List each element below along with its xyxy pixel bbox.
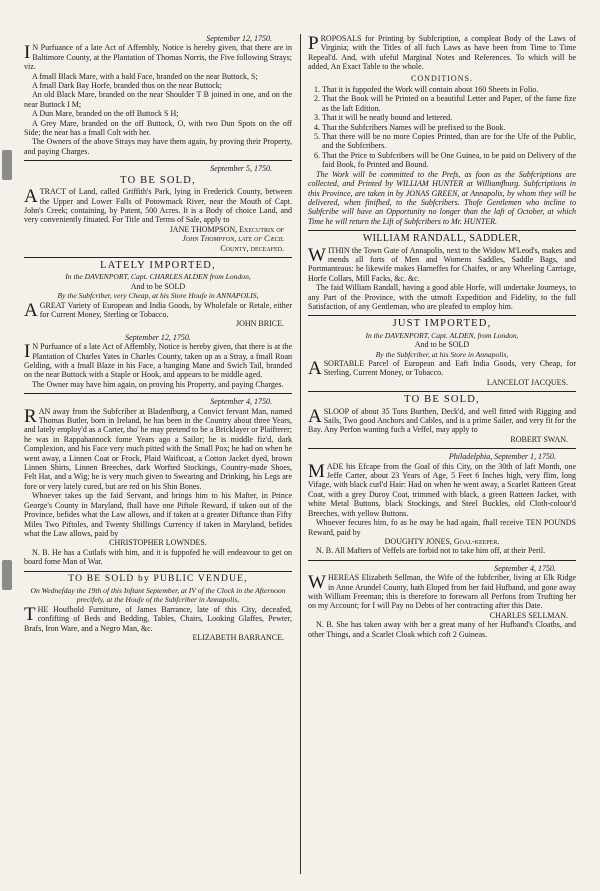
ad-subheading: By the Subfcriber, very Cheap, at his Store Houfe in ANNAPOLIS, (57, 291, 259, 301)
ad-headline: JUST IMPORTED, (392, 318, 492, 330)
ad-closing: The Owners of the above Strays may have them again, by proving their Property, and paying Charges. (24, 137, 292, 156)
ad-date: September 12, 1750. (206, 34, 272, 43)
signature: DOUGHTY JONES, Goal-keeper. (384, 536, 500, 546)
ad-subheading: In the DAVENPORT, Capt. ALDEN, from London, (365, 330, 519, 340)
drop-cap: A (308, 358, 322, 379)
stray-item: A fmall Dark Bay Horfe, branded thus on the near Buttock; (32, 81, 222, 91)
condition-item: 6. That the Price to Subfcribers will be One Guinea, to be paid on Delivery of the faid Book, fo Printed and Bound. (322, 151, 576, 170)
ad-headline: TO BE SOLD, (404, 394, 480, 406)
ad-body: SORTABLE Parcel of European and Eaft India Goods, very Cheap, for Sterling, Current Money, or Tobacco. (323, 359, 576, 378)
ad-body: HE Houfhold Furniture, of James Barrance, late of this City, deceafed, confifting of Beds and Bedding, Tables, Chairs, Looking Glaffes, Pewter, Brafs, Iron Ware, and a Negro Man, &c. (24, 604, 292, 633)
ad-charles-stray (24, 333, 292, 389)
ad-headline: WILLIAM RANDALL, SADDLER, (362, 233, 522, 245)
drop-cap: P (308, 34, 319, 54)
ad-body: ITHIN the Town Gate of Annapolis, next to the Widow M'Leod's, makes and mends all forts of Men and Womens Saddles, Saddle Bags, and Portmanteaus: he likewife makes Harneffes for Chaifes, or any Wheeling Carriage, Horfe Collars, Mill Facks, &c. &c. (308, 245, 576, 283)
ad-paragraph: Whoever fecures him, fo as he may be had again, fhall receive TEN POUNDS Reward, paid by (308, 518, 576, 537)
ad-headline: TO BE SOLD by PUBLIC VENDUE, (68, 573, 248, 584)
signature: JOHN BRICE. (235, 319, 284, 329)
ad-sloop-for-sale (308, 395, 576, 444)
column-rule (308, 448, 576, 449)
ad-body: GREAT Variety of European and India Goods, by Wholefale or Retale, either for Current Money, Sterling or Tobacco. (39, 300, 292, 319)
ad-escaped-prisoner (308, 452, 576, 555)
scan-edge-mark (2, 150, 12, 180)
column-rule (308, 560, 576, 561)
scan-edge-mark (2, 560, 12, 590)
left-column (24, 34, 292, 874)
column-rule (308, 315, 576, 316)
drop-cap: A (308, 405, 322, 427)
conditions-heading: CONDITIONS. (411, 73, 473, 83)
ad-subheading: In the DAVENPORT, Capt. CHARLES ALDEN from London, (65, 272, 251, 282)
ad-subheading: And to be SOLD (130, 281, 186, 291)
condition-item: 3. That it will be neatly bound and lettered. (322, 113, 576, 122)
ad-baltimore-strays (24, 34, 292, 156)
ad-date: Philadelphia, September 1, 1750. (448, 452, 556, 462)
nota-bene: N. B. She has taken away with her a great many of her Hufband's Cloaths, and other Things, and a Scarlet Cloak which coft 2 Guineas. (308, 620, 576, 639)
ad-date: September 4, 1750. (494, 563, 556, 573)
ad-paragraph: The faid William Randall, having a good able Horfe, will undertake Journeys, to any Part of the Province, with the utmoft Expedition and Fidelity, to the full Satisfaction, of any Gentleman, who are pleafed to employ him. (308, 283, 576, 311)
signature: ROBERT SWAN. (510, 434, 568, 444)
nota-bene: N. B. All Mafters of Veffels are forbid not to take him off, at their Peril. (316, 546, 546, 556)
drop-cap: A (24, 186, 38, 208)
stray-item: A fmall Black Mare, with a bald Face, branded on the near Buttock, S; (32, 71, 258, 81)
conditions-list (308, 85, 576, 170)
ad-virginia-laws (308, 34, 576, 226)
column-rule (308, 391, 576, 392)
ad-date: September 4, 1750. (210, 397, 272, 407)
ad-public-vendue (24, 575, 292, 643)
right-column (308, 34, 576, 874)
signature: CHRISTOPHER LOWNDES. (109, 538, 207, 548)
signature: John Thompfon, late of Cæcil (182, 234, 284, 244)
ad-body: SLOOP of about 35 Tons Burthen, Deck'd, and well fitted with Rigging and Sails, Two good Anchors and Cables, and is a prime Sailer, and very fit for the Bay. Any Perfon wanting fuch a Veffel, may apply to (308, 406, 576, 435)
ad-body: HEREAS Elizabeth Sellman, the Wife of the fubfcriber, living at Elk Ridge in Anne Arundel County, hath Eloped from her faid Hufband, and gone away with William Freeman; this is therefore to forewarn all Perfons from Trufting her on my Account; for I will Pay no Debts of her contracting after this Date. (308, 573, 576, 611)
condition-item: 1. That it is fuppofed the Work will contain about 160 Sheets in Folio. (322, 85, 576, 94)
signature: LANCELOT JACQUES. (486, 377, 568, 387)
column-rule (24, 571, 292, 572)
drop-cap: T (24, 603, 36, 625)
ad-runaway-butler (24, 397, 292, 566)
column-rule (24, 393, 292, 394)
signature: ELIZABETH BARRANCE. (192, 632, 284, 642)
ad-subheading: And to be SOLD (414, 340, 470, 350)
ad-paragraph: Whoever takes up the faid Servant, and brings him to his Mafter, in Prince George's County in Maryland, fhall have one Piftole Reward, if taken out of the Province, befides what the Law allows, and if taken at a greater Diftance than Fifty Miles Two Piftoles, and Twenty Shillings Currency if taken in Maryland, befides what the Law allows, paid by (24, 491, 292, 538)
drop-cap: I (24, 42, 31, 64)
ad-body: ROPOSALS for Printing by Subfcription, a compleat Body of the Laws of Virginia; with the Titles of all fuch Laws as have been from Time to Time Repeal'd. And, with ufeful Marginal Notes and References. To which will be added, An Exact Table to the whole. (308, 34, 576, 72)
ad-griffiths-park (24, 164, 292, 253)
ad-date: September 12, 1750. (125, 332, 191, 342)
column-rule (308, 230, 576, 231)
ad-william-randall (308, 234, 576, 311)
ad-body: ADE his Efcape from the Goal of this City, on the 30th of laft Month, one Jeffe Carter, about 23 Years of Age, 5 Feet 6 Inches high, very flim, long Vifage, with black curl'd Hair: Had on when he went away, a Scarlet Ratteen Great Coat, with a grey Duroy Coat, trimmed with black, a green Ratteen Jacket, with white Metal Buttons, black Stockings, and Steel Buckles, old Cloth-colour'd Breeches, with yellow Buttons. (308, 461, 576, 518)
ad-body: AN away from the Subfcriber at Bladenfburg, a Convict fervant Man, named Thomas Butler, born in Ireland, he has been in the Country about three Years, and lately employ'd as a Carter, tho' he may pretend to be a Bricklayer or Plaifterer; he was in Rappahannock fome Years ago a Sailor; he is middle fiz'd, dark Complexion, and his Face very much pitted with the Small Pox; he had on when he went away, a Linnen Coat or Frock, Plaid Waiftcoat, a Cotton Jacket dyed, brown Linnen Shirts, Linnen Breeches, dark Worfted Stockings, Country-made Shoes, Felt Hat, and a Wig; he is very much given to Swearing and Drinking, his Legs are fore or very lately cured, but are red on his Shin Bones. (24, 406, 292, 491)
condition-item: 5. That there will be no more Copies Printed, than are for the Ufe of the Public, and the Subfcribers. (322, 132, 576, 151)
ad-lately-imported (24, 261, 292, 329)
drop-cap: W (308, 244, 326, 266)
ad-date: September 5, 1750. (210, 164, 272, 174)
drop-cap: A (24, 299, 38, 321)
ad-subheading: By the Subfcriber, at his Store in Annapolis, (375, 349, 509, 359)
column-divider (300, 34, 301, 874)
ad-sellman-notice (308, 564, 576, 639)
signature: County, deceafed. (220, 243, 284, 253)
ad-closing: The Owner may have him again, on proving his Property, and paying Charges. (32, 379, 284, 389)
ad-body: N Purfuance of a late Act of Affembly, Notice is hereby given, that there are in Baltimore County, at the Plantation of Thomas Norris, the Five following Strays; viz. (24, 43, 292, 72)
ad-body: N Purfuance of a late Act of Affembly, Notice is hereby given, that there is at the Plantation of Charles Yates in Charles County, taken up as a Stray, a fmall Roan Gelding, with a fmall Blaze in his Face, a hanging Mane and Swich Tail, branded on the near Buttock with a Staple or Hook, and appears to be middle aged. (24, 342, 292, 380)
drop-cap: M (308, 460, 325, 482)
condition-item: 4. That the Subfcribers Names will be prefixed to the Book. (322, 123, 576, 132)
ad-headline: LATELY IMPORTED, (100, 259, 216, 271)
newspaper-page (24, 34, 580, 874)
signature: JANE THOMPSON, Executrix of (169, 224, 284, 234)
signature: CHARLES SELLMAN. (489, 610, 568, 620)
drop-cap: I (24, 341, 31, 363)
column-rule (24, 257, 292, 258)
condition-item: 2. That the Book will be Printed on a beautiful Letter and Paper, of the fame fize as the laft Edition. (322, 94, 576, 113)
drop-cap: W (308, 572, 326, 594)
stray-item: An old Black Mare, branded on the near Shoulder T B joined in one, and on the near Buttock I M; (24, 90, 292, 109)
ad-paragraph: The Work will be committed to the Prefs, as foon as the Subfcriptions are collected, and Printed by WILLIAM HUNTER at Williamfburg. Subfcriptions in this Province, are taken in by JONAS GREEN, at Annapolis, by whom they will be delivered, when finifhed, to the Subfcribers. Thofe Gentlemen who incline to Subfcribe will have an Opportunity no longer than the laft of October, at which Time he will return the Lift of Subfcribers to Mr. HUNTER. (308, 169, 576, 226)
column-rule (24, 160, 292, 161)
drop-cap: R (24, 405, 37, 427)
stray-item: A Dun Mare, branded on the off Buttock S H; (32, 109, 179, 119)
stray-item: A Grey Mare, branded on the off Buttock, O, with two Dun Spots on the off Side; the near has a fmall Colt with her. (24, 118, 292, 138)
ad-headline: TO BE SOLD, (120, 174, 196, 186)
ad-subheading: On Wednefday the 19th of this Inftant September, at IV of the Clock in the Afternoon precifely, at the Houfe of the Subfcriber in Annapolis, (30, 585, 286, 605)
nota-bene: N. B. He has a Cutlafs with him, and it is fuppofed he will endeavour to get on board fome Man of War. (24, 547, 292, 567)
ad-body: TRACT of Land, called Griffith's Park, lying in Frederick County, between the Upper and Lower Falls of Potowmack River, near the Mouth of Capt. John's Creek; containing, by Patent, 500 Acres. It is a Body of choice Land, and very conveniently fituated. For Title and Terms of Sale, apply to (24, 187, 292, 225)
ad-just-imported (308, 319, 576, 387)
